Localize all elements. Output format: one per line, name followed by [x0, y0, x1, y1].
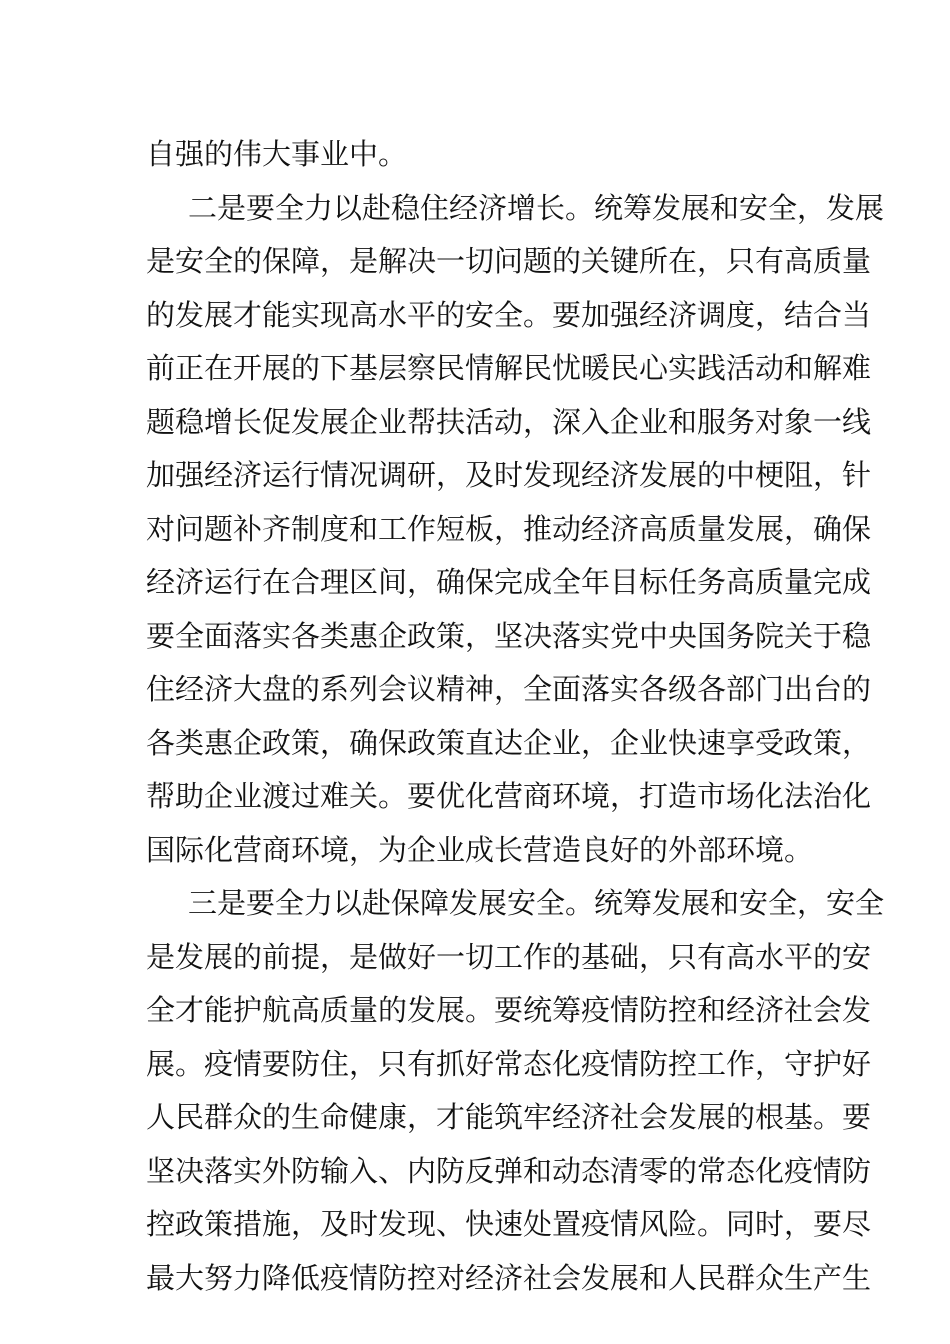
text-line: 是发展的前提，是做好一切工作的基础，只有高水平的安: [146, 939, 872, 974]
text-line: 前正在开展的下基层察民情解民忧暖民心实践活动和解难: [146, 351, 872, 385]
text-line: 自强的伟大事业中。: [146, 137, 408, 171]
text-line: 帮助企业渡过难关。要优化营商环境，打造市场化法治化: [146, 779, 872, 813]
text-line: 人民群众的生命健康，才能筑牢经济社会发展的根基。要: [146, 1100, 872, 1134]
paragraph-3-first-line: 三是要全力以赴保障发展安全。统筹发展和安全，安全: [188, 886, 885, 920]
text-line: 题稳增长促发展企业帮扶活动，深入企业和服务对象一线: [146, 404, 872, 439]
text-line: 对问题补齐制度和工作短板，推动经济高质量发展，确保: [146, 511, 872, 546]
text-line: 各类惠企政策，确保政策直达企业，企业快速享受政策，: [146, 725, 872, 760]
document-body: [146, 128, 885, 1305]
paragraph-2-first-line: 二是要全力以赴稳住经济增长。统筹发展和安全，发展: [188, 190, 885, 225]
text-line: 国际化营商环境，为企业成长营造良好的外部环境。: [146, 832, 814, 867]
text-line: 展。疫情要防住，只有抓好常态化疫情防控工作，守护好: [146, 1046, 872, 1081]
text-line: 住经济大盘的系列会议精神，全面落实各级各部门出台的: [146, 672, 872, 706]
text-line: 是安全的保障，是解决一切问题的关键所在，只有高质量: [146, 244, 872, 278]
text-line: 的发展才能实现高水平的安全。要加强经济调度，结合当: [146, 297, 872, 332]
text-line: 要全面落实各类惠企政策，坚决落实党中央国务院关于稳: [146, 618, 872, 653]
text-line: 控政策措施，及时发现、快速处置疫情风险。同时，要尽: [146, 1207, 872, 1241]
text-line: 坚决落实外防输入、内防反弹和动态清零的常态化疫情防: [146, 1153, 872, 1188]
text-line: 最大努力降低疫情防控对经济社会发展和人民群众生产生: [146, 1260, 872, 1295]
text-line: 经济运行在合理区间，确保完成全年目标任务高质量完成: [146, 565, 872, 599]
text-line: 加强经济运行情况调研，及时发现经济发展的中梗阻，针: [146, 458, 872, 492]
text-line: 全才能护航高质量的发展。要统筹疫情防控和经济社会发: [146, 993, 872, 1027]
